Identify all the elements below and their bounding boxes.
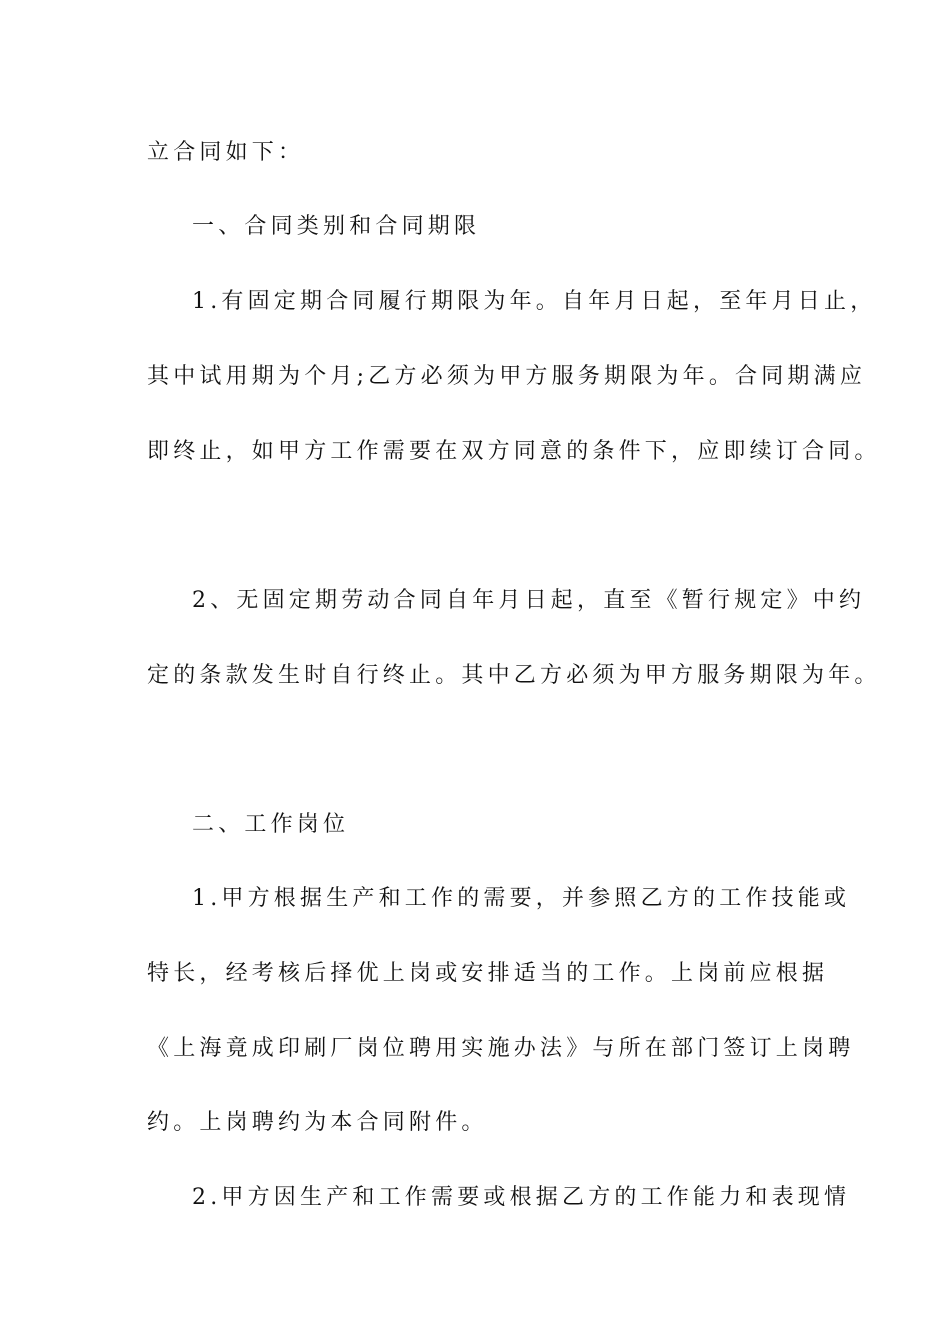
text-line: 特长，经考核后择优上岗或安排适当的工作。上岗前应根据 <box>147 961 829 986</box>
text-line: 1.甲方根据生产和工作的需要，并参照乙方的工作技能或 <box>192 886 851 911</box>
text-line: 2、无固定期劳动合同自年月日起，直至《暂行规定》中约 <box>192 588 866 613</box>
text-line: 即终止，如甲方工作需要在双方同意的条件下，应即续订合同。 <box>147 439 881 464</box>
text-line: 定的条款发生时自行终止。其中乙方必须为甲方服务期限为年。 <box>147 663 881 688</box>
text-line: 约。上岗聘约为本合同附件。 <box>147 1110 488 1135</box>
text-line: 其中试用期为个月;乙方必须为甲方服务期限为年。合同期满应 <box>147 364 867 389</box>
text-line: 2.甲方因生产和工作需要或根据乙方的工作能力和表现情 <box>192 1185 851 1210</box>
text-line: 《上海竟成印刷厂岗位聘用实施办法》与所在部门签订上岗聘 <box>147 1036 855 1061</box>
section-heading: 一、合同类别和合同期限 <box>192 214 481 239</box>
text-line: 1.有固定期合同履行期限为年。自年月日起，至年月日止， <box>192 289 877 314</box>
text-line: 立合同如下： <box>147 140 305 165</box>
section-heading: 二、工作岗位 <box>192 812 350 837</box>
